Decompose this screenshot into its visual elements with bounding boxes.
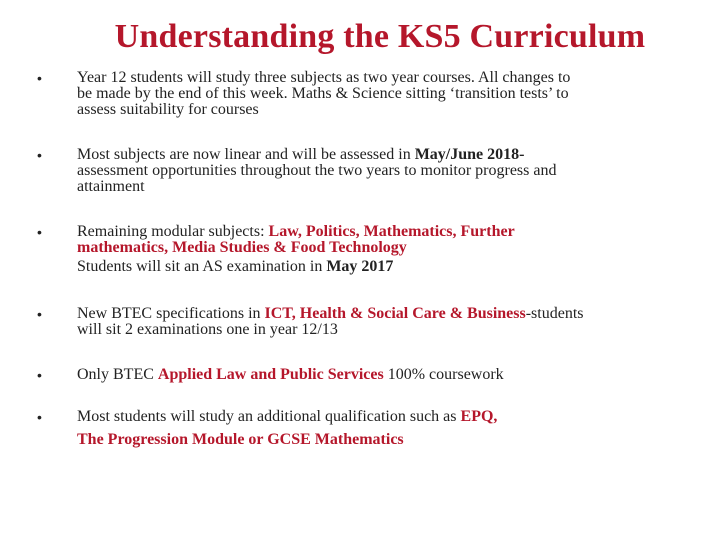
bullet-icon: • xyxy=(37,147,42,163)
subjects-highlight: mathematics, Media Studies & Food Technology xyxy=(77,239,407,256)
bullet-icon: • xyxy=(37,224,42,240)
subjects-highlight: Law, Politics, Mathematics, Further xyxy=(268,223,515,240)
bullet-icon: • xyxy=(37,70,42,86)
subjects-highlight: Applied Law and Public Services xyxy=(157,366,384,383)
bullet-text: Year 12 students will study three subjects as two year courses. All changes to be made by the end of this week. Maths & Science sitting ‘transition tests’ to assess suitability for courses xyxy=(77,69,571,118)
bullet-text: Only BTEC Applied Law and Public Services 100% coursework xyxy=(77,366,504,383)
date-highlight: May/June 2018- xyxy=(414,146,525,163)
bullet-text: Most students will study an additional qualification such as EPQ, The Progression Module or GCSE Mathematics xyxy=(77,409,677,448)
bullet-text: Most subjects are now linear and will be assessed in May/June 2018- assessment opportunities throughout the two years to monitor progress and attainment xyxy=(77,146,557,195)
bullet-text: Remaining modular subjects: Law, Politics, Mathematics, Further mathematics, Media Studies & Food Technology Students will sit an AS examination in May 2017 xyxy=(77,224,677,275)
slide-title: Understanding the KS5 Curriculum xyxy=(114,18,646,55)
bullet-icon: • xyxy=(37,306,42,322)
bullet-icon: • xyxy=(37,367,42,383)
bullet-text: New BTEC specifications in ICT, Health & Social Care & Business-students will sit 2 examinations one in year 12/13 xyxy=(77,305,584,338)
date-highlight: May 2017 xyxy=(326,258,394,275)
qualification-highlight: The Progression Module or GCSE Mathematics xyxy=(77,431,404,448)
subjects-highlight: ICT, Health & Social Care & Business xyxy=(264,305,526,322)
qualification-highlight: EPQ, xyxy=(460,408,498,425)
bullet-icon: • xyxy=(37,409,42,425)
